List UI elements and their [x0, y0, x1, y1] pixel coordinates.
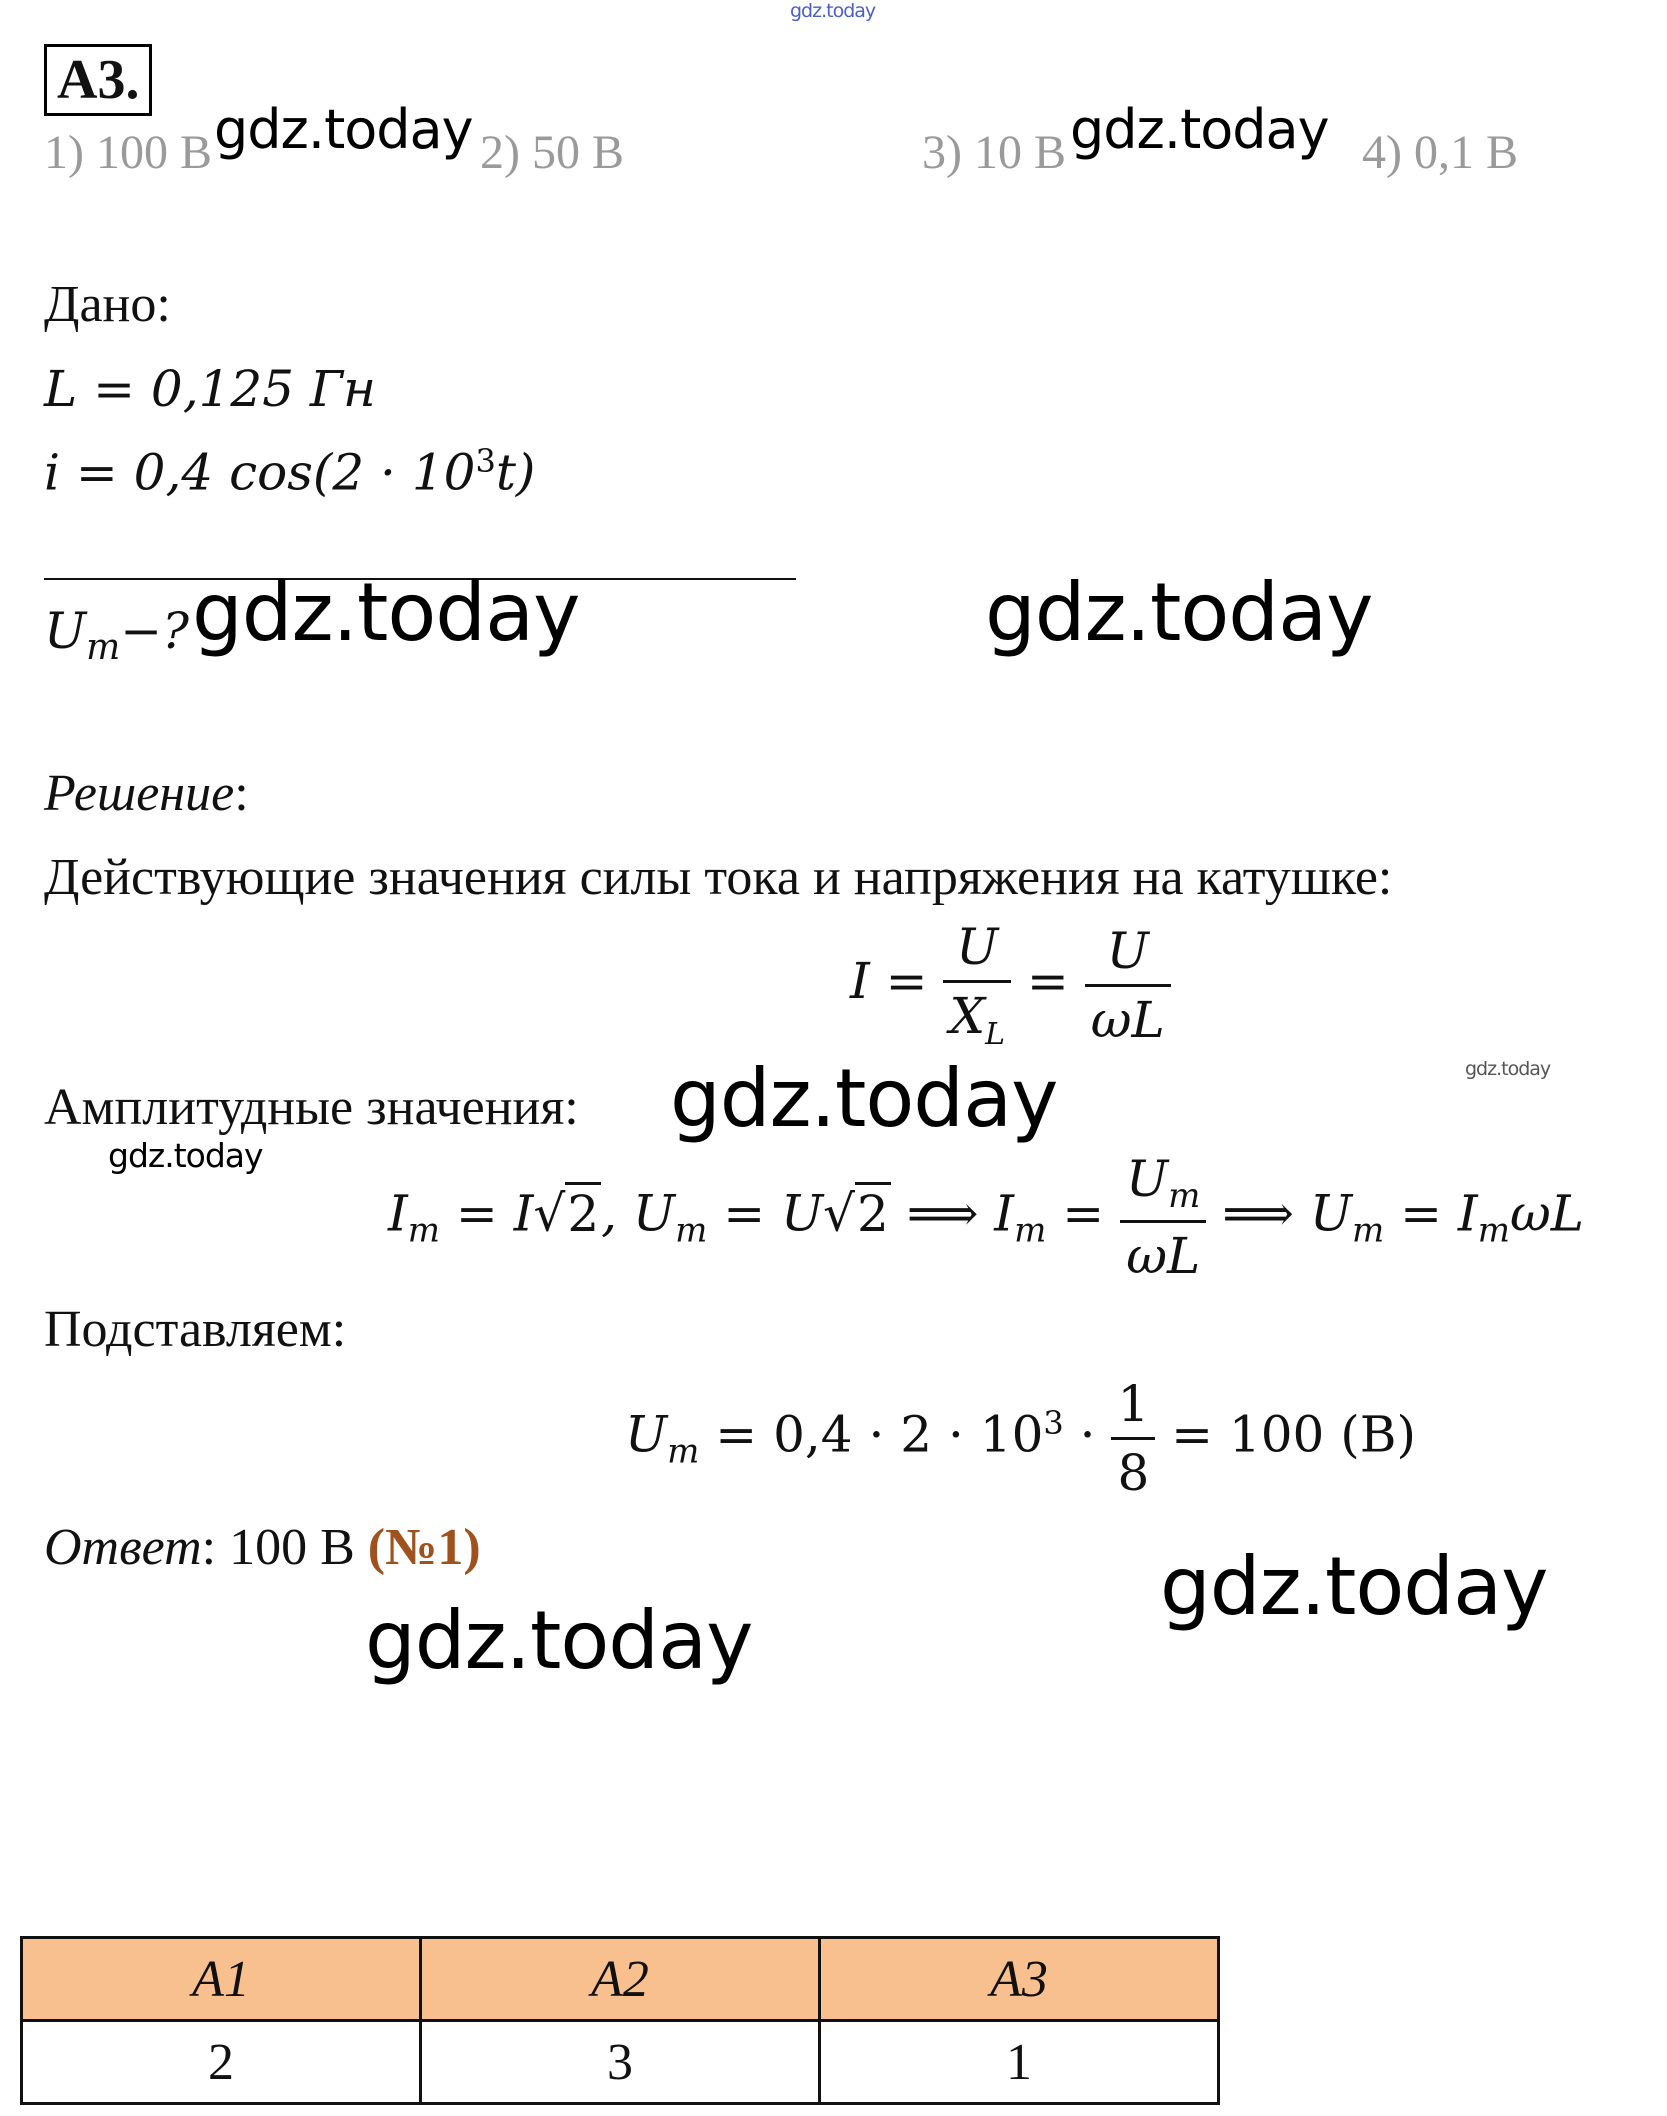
eq1-lhs: I = [850, 952, 928, 1010]
watermark: gdz.today [1070, 98, 1329, 161]
watermark: gdz.today [365, 1594, 753, 1687]
answers-table-value-a3: 1 [820, 2021, 1219, 2104]
eq2-frac-num-sub: m [1168, 1176, 1201, 1216]
eq1-frac-2 [1085, 922, 1171, 1049]
equation-3 [625, 1375, 1416, 1502]
eq1-frac-1 [943, 918, 1011, 1052]
given-i [44, 442, 535, 502]
eq2-eq: = [1046, 1184, 1120, 1243]
given-i-exp: 3 [475, 442, 496, 480]
given-L-text: L = 0,125 Гн [44, 360, 376, 418]
eq1-den-1-sub: L [985, 1017, 1005, 1052]
eq2-frac-den: ωL [1120, 1220, 1206, 1285]
option-2: 2) 50 В [480, 126, 624, 179]
given-L [44, 360, 376, 418]
eq3-rhs: = 100 (В) [1155, 1405, 1417, 1464]
eq2-arrow1-sub: m [1014, 1210, 1047, 1251]
eq2-arrow2-sub: m [1352, 1210, 1385, 1251]
eq2-frac-num-var: U [1126, 1150, 1169, 1208]
given-i-suffix: t) [495, 443, 536, 502]
eq2-p1: I [388, 1184, 408, 1243]
solution-title [44, 764, 249, 823]
sqrt-symbol-2: √ [823, 1184, 856, 1243]
find-sub: m [86, 627, 121, 668]
answers-table-header-a3: А3 [820, 1938, 1219, 2021]
watermark: gdz.today [214, 98, 473, 161]
eq2-tail: = I [1384, 1184, 1478, 1243]
find-var: U [44, 602, 87, 660]
eq1-den-1 [943, 980, 1011, 1052]
solution-title-colon: : [234, 765, 249, 822]
solution-intro: Действующие значения силы тока и напряжения на катушке: [44, 849, 1393, 906]
eq3-dot: · [1063, 1405, 1112, 1464]
eq3-frac [1111, 1375, 1155, 1502]
solution-title-text: Решение [44, 765, 235, 822]
eq2-p1-sub: m [407, 1210, 441, 1251]
watermark-top: gdz.today [790, 0, 876, 22]
eq1-mid: = [1026, 952, 1069, 1010]
eq2-arrow2: ⟹ U [1206, 1184, 1352, 1243]
eq2-p2: = I [440, 1184, 534, 1243]
answers-table-value-a2: 3 [421, 2021, 820, 2104]
find-suffix: −? [120, 602, 189, 660]
watermark: gdz.today [108, 1136, 263, 1175]
eq3-frac-num: 1 [1117, 1375, 1150, 1433]
equation-2 [388, 1150, 1584, 1285]
answer-line [44, 1518, 481, 1577]
find-value [44, 602, 189, 668]
eq2-sqrt-1: 2 [565, 1182, 601, 1243]
eq3-exp: 3 [1043, 1403, 1064, 1442]
eq2-p3: , U [601, 1184, 676, 1243]
eq2-frac [1120, 1150, 1206, 1285]
watermark: gdz.today [1465, 1058, 1551, 1080]
eq3-lhs-var: U [625, 1405, 668, 1464]
eq2-p3-sub: m [675, 1210, 708, 1251]
answers-table-header-row [22, 1938, 1219, 2021]
eq1-den-1-var: X [949, 987, 986, 1045]
given-title: Дано: [44, 276, 171, 333]
watermark: gdz.today [192, 566, 580, 659]
watermark: gdz.today [1160, 1540, 1548, 1633]
substitute-title: Подставляем: [44, 1301, 347, 1358]
answers-table-header-a2: А2 [421, 1938, 820, 2021]
answers-table [20, 1936, 1220, 2105]
watermark: gdz.today [670, 1052, 1058, 1145]
eq3-frac-den: 8 [1111, 1437, 1155, 1502]
eq3-mid: = 0,4 · 2 · 10 [699, 1405, 1044, 1464]
answers-table-value-a1: 2 [22, 2021, 421, 2104]
eq1-den-2: ωL [1085, 984, 1171, 1049]
answer-text: : 100 В [201, 1519, 368, 1576]
eq2-sqrt-2: 2 [855, 1182, 891, 1243]
given-i-prefix: i = 0,4 cos(2 · 10 [44, 443, 476, 502]
eq1-num-2: U [1106, 921, 1149, 980]
amplitude-title: Амплитудные значения: [44, 1079, 579, 1136]
eq2-frac-num [1120, 1150, 1206, 1220]
eq2-tail2: ωL [1509, 1184, 1584, 1243]
eq2-arrow1: ⟹ I [890, 1184, 1015, 1243]
sqrt-symbol-1: √ [533, 1184, 566, 1243]
option-3: 3) 10 В [922, 126, 1066, 179]
option-4: 4) 0,1 В [1362, 126, 1518, 179]
option-1: 1) 100 В [44, 126, 212, 179]
task-label: А3. [44, 44, 152, 116]
eq2-tail-sub: m [1477, 1210, 1510, 1251]
eq1-num-1: U [956, 918, 999, 976]
answers-table-header-a1: А1 [22, 1938, 421, 2021]
equation-1 [850, 918, 1171, 1052]
eq2-p4: = U [707, 1184, 824, 1243]
answers-table-value-row [22, 2021, 1219, 2104]
answer-label: Ответ [44, 1519, 202, 1576]
answer-ref: (№1) [367, 1519, 481, 1576]
eq3-lhs-sub: m [667, 1431, 700, 1472]
watermark: gdz.today [985, 566, 1373, 659]
